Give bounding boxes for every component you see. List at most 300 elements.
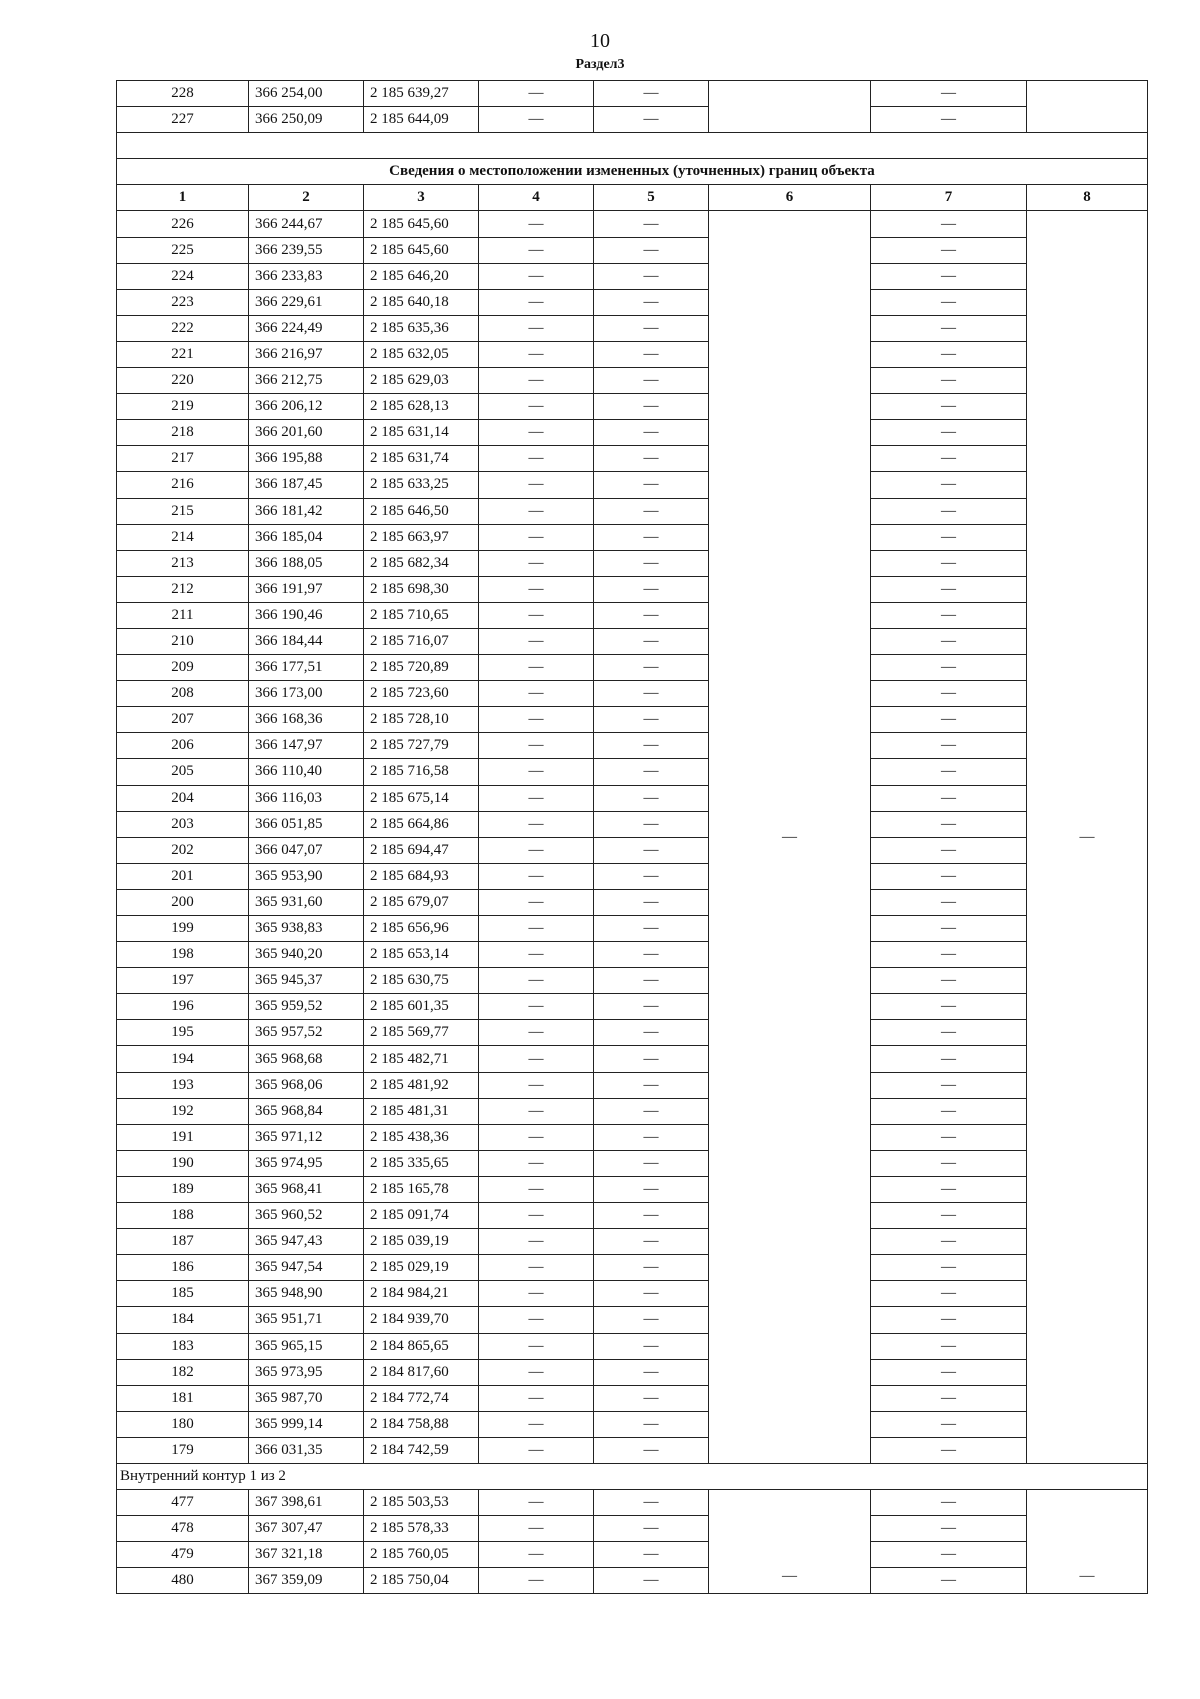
x-coordinate-cell: 366 250,09	[249, 107, 364, 133]
table-row	[117, 263, 1148, 289]
y-coordinate-cell: 2 185 629,03	[364, 368, 479, 394]
column-4-cell: —	[479, 1150, 594, 1176]
point-number-cell: 194	[117, 1046, 249, 1072]
y-coordinate-cell: 2 184 984,21	[364, 1281, 479, 1307]
x-coordinate-cell: 365 987,70	[249, 1385, 364, 1411]
column-7-cell: —	[871, 889, 1027, 915]
column-number: 2	[249, 185, 364, 211]
column-4-cell: —	[479, 1255, 594, 1281]
column-7-cell: —	[871, 315, 1027, 341]
column-4-cell: —	[479, 681, 594, 707]
x-coordinate-cell: 366 147,97	[249, 733, 364, 759]
point-number-cell: 480	[117, 1568, 249, 1594]
table-row	[117, 655, 1148, 681]
x-coordinate-cell: 365 999,14	[249, 1411, 364, 1437]
column-7-cell: —	[871, 1229, 1027, 1255]
column-5-cell: —	[594, 237, 709, 263]
point-number-cell: 204	[117, 785, 249, 811]
column-6-merged-cell: —	[709, 211, 871, 1464]
x-coordinate-cell: 365 968,84	[249, 1098, 364, 1124]
x-coordinate-cell: 366 047,07	[249, 837, 364, 863]
column-4-cell: —	[479, 942, 594, 968]
column-6-merged-cell	[709, 81, 871, 133]
y-coordinate-cell: 2 185 750,04	[364, 1568, 479, 1594]
table-row	[117, 1124, 1148, 1150]
column-5-cell: —	[594, 837, 709, 863]
point-number-cell: 180	[117, 1411, 249, 1437]
x-coordinate-cell: 365 945,37	[249, 968, 364, 994]
x-coordinate-cell: 366 233,83	[249, 263, 364, 289]
point-number-cell: 186	[117, 1255, 249, 1281]
table-row	[117, 837, 1148, 863]
column-4-cell: —	[479, 1333, 594, 1359]
column-5-cell: —	[594, 472, 709, 498]
table-row	[117, 1150, 1148, 1176]
point-number-cell: 198	[117, 942, 249, 968]
column-7-cell: —	[871, 524, 1027, 550]
x-coordinate-cell: 365 968,68	[249, 1046, 364, 1072]
column-4-cell: —	[479, 289, 594, 315]
table-row	[117, 1229, 1148, 1255]
column-number: 4	[479, 185, 594, 211]
y-coordinate-cell: 2 185 710,65	[364, 602, 479, 628]
point-number-cell: 478	[117, 1516, 249, 1542]
column-number: 1	[117, 185, 249, 211]
point-number-cell: 205	[117, 759, 249, 785]
y-coordinate-cell: 2 185 569,77	[364, 1020, 479, 1046]
table-row	[117, 107, 1148, 133]
column-7-cell: —	[871, 237, 1027, 263]
y-coordinate-cell: 2 184 772,74	[364, 1385, 479, 1411]
column-4-cell: —	[479, 1203, 594, 1229]
column-5-cell: —	[594, 446, 709, 472]
y-coordinate-cell: 2 184 939,70	[364, 1307, 479, 1333]
x-coordinate-cell: 366 216,97	[249, 341, 364, 367]
point-number-cell: 184	[117, 1307, 249, 1333]
table-row	[117, 1046, 1148, 1072]
column-number: 7	[871, 185, 1027, 211]
y-coordinate-cell: 2 184 758,88	[364, 1411, 479, 1437]
column-4-cell: —	[479, 916, 594, 942]
column-5-cell: —	[594, 211, 709, 237]
x-coordinate-cell: 366 177,51	[249, 655, 364, 681]
column-4-cell: —	[479, 1307, 594, 1333]
point-number-cell: 183	[117, 1333, 249, 1359]
point-number-cell: 224	[117, 263, 249, 289]
column-7-cell: —	[871, 1150, 1027, 1176]
table-row	[117, 1359, 1148, 1385]
table-row	[117, 942, 1148, 968]
point-number-cell: 218	[117, 420, 249, 446]
x-coordinate-cell: 366 187,45	[249, 472, 364, 498]
table-row	[117, 1098, 1148, 1124]
point-number-cell: 181	[117, 1385, 249, 1411]
column-7-cell: —	[871, 107, 1027, 133]
y-coordinate-cell: 2 185 481,31	[364, 1098, 479, 1124]
column-4-cell: —	[479, 1516, 594, 1542]
column-4-cell: —	[479, 315, 594, 341]
x-coordinate-cell: 365 974,95	[249, 1150, 364, 1176]
page-number: 10	[590, 30, 610, 52]
point-number-cell: 207	[117, 707, 249, 733]
point-number-cell: 200	[117, 889, 249, 915]
point-number-cell: 182	[117, 1359, 249, 1385]
column-7-cell: —	[871, 1385, 1027, 1411]
column-5-cell: —	[594, 498, 709, 524]
table-row	[117, 1176, 1148, 1202]
x-coordinate-cell: 367 398,61	[249, 1490, 364, 1516]
table-row	[117, 889, 1148, 915]
x-coordinate-cell: 365 968,41	[249, 1176, 364, 1202]
x-coordinate-cell: 366 116,03	[249, 785, 364, 811]
column-5-cell: —	[594, 1176, 709, 1202]
table-row	[117, 1516, 1148, 1542]
x-coordinate-cell: 365 968,06	[249, 1072, 364, 1098]
y-coordinate-cell: 2 185 664,86	[364, 811, 479, 837]
point-number-cell: 190	[117, 1150, 249, 1176]
point-number-cell: 189	[117, 1176, 249, 1202]
table-row	[117, 733, 1148, 759]
y-coordinate-cell: 2 185 682,34	[364, 550, 479, 576]
y-coordinate-cell: 2 184 865,65	[364, 1333, 479, 1359]
y-coordinate-cell: 2 185 039,19	[364, 1229, 479, 1255]
x-coordinate-cell: 366 201,60	[249, 420, 364, 446]
column-7-cell: —	[871, 837, 1027, 863]
column-5-cell: —	[594, 602, 709, 628]
column-4-cell: —	[479, 733, 594, 759]
table-row	[117, 81, 1148, 107]
column-4-cell: —	[479, 1411, 594, 1437]
x-coordinate-cell: 365 971,12	[249, 1124, 364, 1150]
column-7-cell: —	[871, 602, 1027, 628]
x-coordinate-cell: 367 359,09	[249, 1568, 364, 1594]
point-number-cell: 479	[117, 1542, 249, 1568]
x-coordinate-cell: 365 965,15	[249, 1333, 364, 1359]
table-row	[117, 1568, 1148, 1594]
y-coordinate-cell: 2 185 720,89	[364, 655, 479, 681]
y-coordinate-cell: 2 185 684,93	[364, 863, 479, 889]
column-4-cell: —	[479, 1176, 594, 1202]
table-row	[117, 498, 1148, 524]
column-7-cell: —	[871, 1490, 1027, 1516]
column-4-cell: —	[479, 1490, 594, 1516]
column-7-cell: —	[871, 1568, 1027, 1594]
column-7-cell: —	[871, 446, 1027, 472]
column-7-cell: —	[871, 968, 1027, 994]
column-5-cell: —	[594, 628, 709, 654]
column-7-cell: —	[871, 1542, 1027, 1568]
y-coordinate-cell: 2 185 091,74	[364, 1203, 479, 1229]
y-coordinate-cell: 2 185 631,74	[364, 446, 479, 472]
x-coordinate-cell: 366 191,97	[249, 576, 364, 602]
y-coordinate-cell: 2 185 653,14	[364, 942, 479, 968]
column-7-cell: —	[871, 811, 1027, 837]
column-5-cell: —	[594, 1516, 709, 1542]
column-4-cell: —	[479, 107, 594, 133]
point-number-cell: 217	[117, 446, 249, 472]
table-row	[117, 628, 1148, 654]
column-7-cell: —	[871, 994, 1027, 1020]
column-5-cell: —	[594, 1437, 709, 1463]
x-coordinate-cell: 366 239,55	[249, 237, 364, 263]
table-row	[117, 524, 1148, 550]
table-row	[117, 237, 1148, 263]
x-coordinate-cell: 365 960,52	[249, 1203, 364, 1229]
table-row	[117, 1385, 1148, 1411]
point-number-cell: 196	[117, 994, 249, 1020]
column-7-cell: —	[871, 1307, 1027, 1333]
column-4-cell: —	[479, 863, 594, 889]
column-7-cell: —	[871, 1281, 1027, 1307]
y-coordinate-cell: 2 185 335,65	[364, 1150, 479, 1176]
x-coordinate-cell: 365 959,52	[249, 994, 364, 1020]
x-coordinate-cell: 365 931,60	[249, 889, 364, 915]
column-7-cell: —	[871, 420, 1027, 446]
x-coordinate-cell: 366 184,44	[249, 628, 364, 654]
x-coordinate-cell: 366 206,12	[249, 394, 364, 420]
column-4-cell: —	[479, 1072, 594, 1098]
column-5-cell: —	[594, 524, 709, 550]
column-5-cell: —	[594, 889, 709, 915]
point-number-cell: 188	[117, 1203, 249, 1229]
column-4-cell: —	[479, 263, 594, 289]
y-coordinate-cell: 2 185 645,60	[364, 211, 479, 237]
column-7-cell: —	[871, 916, 1027, 942]
column-4-cell: —	[479, 602, 594, 628]
column-5-cell: —	[594, 1229, 709, 1255]
column-4-cell: —	[479, 707, 594, 733]
y-coordinate-cell: 2 185 481,92	[364, 1072, 479, 1098]
point-number-cell: 215	[117, 498, 249, 524]
table-row	[117, 576, 1148, 602]
table-row	[117, 916, 1148, 942]
point-number-cell: 214	[117, 524, 249, 550]
column-7-cell: —	[871, 472, 1027, 498]
section-heading-row	[117, 159, 1148, 185]
column-5-cell: —	[594, 1307, 709, 1333]
x-coordinate-cell: 366 173,00	[249, 681, 364, 707]
table-row	[117, 785, 1148, 811]
column-5-cell: —	[594, 1020, 709, 1046]
column-4-cell: —	[479, 1124, 594, 1150]
table-row	[117, 1281, 1148, 1307]
column-4-cell: —	[479, 498, 594, 524]
column-4-cell: —	[479, 837, 594, 863]
boundary-coordinates-table	[116, 80, 1148, 1594]
column-number: 3	[364, 185, 479, 211]
column-number: 6	[709, 185, 871, 211]
column-4-cell: —	[479, 472, 594, 498]
table-row	[117, 863, 1148, 889]
column-5-cell: —	[594, 1098, 709, 1124]
table-row	[117, 1333, 1148, 1359]
table-row	[117, 1020, 1148, 1046]
column-5-cell: —	[594, 368, 709, 394]
point-number-cell: 477	[117, 1490, 249, 1516]
column-5-cell: —	[594, 289, 709, 315]
column-4-cell: —	[479, 655, 594, 681]
column-4-cell: —	[479, 446, 594, 472]
point-number-cell: 223	[117, 289, 249, 315]
column-5-cell: —	[594, 1281, 709, 1307]
x-coordinate-cell: 365 938,83	[249, 916, 364, 942]
column-4-cell: —	[479, 811, 594, 837]
column-5-cell: —	[594, 733, 709, 759]
column-5-cell: —	[594, 576, 709, 602]
table-row	[117, 1203, 1148, 1229]
point-number-cell: 210	[117, 628, 249, 654]
table-row	[117, 315, 1148, 341]
x-coordinate-cell: 366 185,04	[249, 524, 364, 550]
column-7-cell: —	[871, 1020, 1027, 1046]
x-coordinate-cell: 366 229,61	[249, 289, 364, 315]
point-number-cell: 228	[117, 81, 249, 107]
column-7-cell: —	[871, 863, 1027, 889]
column-4-cell: —	[479, 368, 594, 394]
column-7-cell: —	[871, 785, 1027, 811]
column-5-cell: —	[594, 107, 709, 133]
column-7-cell: —	[871, 1437, 1027, 1463]
x-coordinate-cell: 366 212,75	[249, 368, 364, 394]
column-7-cell: —	[871, 1098, 1027, 1124]
point-number-cell: 225	[117, 237, 249, 263]
section-heading: Сведения о местоположении измененных (уточненных) границ объекта	[117, 159, 1148, 185]
column-7-cell: —	[871, 1411, 1027, 1437]
column-4-cell: —	[479, 1020, 594, 1046]
column-5-cell: —	[594, 1490, 709, 1516]
x-coordinate-cell: 365 948,90	[249, 1281, 364, 1307]
point-number-cell: 199	[117, 916, 249, 942]
x-coordinate-cell: 365 940,20	[249, 942, 364, 968]
x-coordinate-cell: 365 957,52	[249, 1020, 364, 1046]
column-7-cell: —	[871, 655, 1027, 681]
y-coordinate-cell: 2 184 742,59	[364, 1437, 479, 1463]
y-coordinate-cell: 2 185 760,05	[364, 1542, 479, 1568]
column-7-cell: —	[871, 707, 1027, 733]
y-coordinate-cell: 2 185 630,75	[364, 968, 479, 994]
table-row	[117, 211, 1148, 237]
column-4-cell: —	[479, 759, 594, 785]
y-coordinate-cell: 2 185 646,50	[364, 498, 479, 524]
y-coordinate-cell: 2 185 631,14	[364, 420, 479, 446]
y-coordinate-cell: 2 185 503,53	[364, 1490, 479, 1516]
point-number-cell: 213	[117, 550, 249, 576]
column-5-cell: —	[594, 968, 709, 994]
y-coordinate-cell: 2 185 482,71	[364, 1046, 479, 1072]
point-number-cell: 203	[117, 811, 249, 837]
point-number-cell: 192	[117, 1098, 249, 1124]
y-coordinate-cell: 2 185 646,20	[364, 263, 479, 289]
point-number-cell: 206	[117, 733, 249, 759]
column-5-cell: —	[594, 1333, 709, 1359]
point-number-cell: 201	[117, 863, 249, 889]
column-5-cell: —	[594, 942, 709, 968]
column-5-cell: —	[594, 759, 709, 785]
x-coordinate-cell: 366 031,35	[249, 1437, 364, 1463]
column-4-cell: —	[479, 394, 594, 420]
column-5-cell: —	[594, 1385, 709, 1411]
column-4-cell: —	[479, 1437, 594, 1463]
column-7-cell: —	[871, 263, 1027, 289]
point-number-cell: 211	[117, 602, 249, 628]
column-7-cell: —	[871, 1255, 1027, 1281]
column-4-cell: —	[479, 1542, 594, 1568]
x-coordinate-cell: 366 110,40	[249, 759, 364, 785]
point-number-cell: 209	[117, 655, 249, 681]
y-coordinate-cell: 2 185 632,05	[364, 341, 479, 367]
x-coordinate-cell: 366 181,42	[249, 498, 364, 524]
table-row	[117, 759, 1148, 785]
x-coordinate-cell: 365 973,95	[249, 1359, 364, 1385]
y-coordinate-cell: 2 185 628,13	[364, 394, 479, 420]
column-5-cell: —	[594, 550, 709, 576]
y-coordinate-cell: 2 185 656,96	[364, 916, 479, 942]
table-row	[117, 1307, 1148, 1333]
column-7-cell: —	[871, 211, 1027, 237]
column-8-merged-cell: —	[1027, 1490, 1148, 1594]
table-row	[117, 472, 1148, 498]
y-coordinate-cell: 2 184 817,60	[364, 1359, 479, 1385]
y-coordinate-cell: 2 185 727,79	[364, 733, 479, 759]
column-4-cell: —	[479, 420, 594, 446]
column-5-cell: —	[594, 1411, 709, 1437]
point-number-cell: 191	[117, 1124, 249, 1150]
column-4-cell: —	[479, 211, 594, 237]
contour-label: Внутренний контур 1 из 2	[117, 1463, 1148, 1489]
column-7-cell: —	[871, 289, 1027, 315]
column-5-cell: —	[594, 81, 709, 107]
y-coordinate-cell: 2 185 716,07	[364, 628, 479, 654]
column-6-merged-cell: —	[709, 1490, 871, 1594]
point-number-cell: 202	[117, 837, 249, 863]
table-row	[117, 1542, 1148, 1568]
point-number-cell: 216	[117, 472, 249, 498]
column-5-cell: —	[594, 1203, 709, 1229]
column-5-cell: —	[594, 1255, 709, 1281]
point-number-cell: 179	[117, 1437, 249, 1463]
y-coordinate-cell: 2 185 679,07	[364, 889, 479, 915]
column-5-cell: —	[594, 655, 709, 681]
x-coordinate-cell: 366 254,00	[249, 81, 364, 107]
column-5-cell: —	[594, 1072, 709, 1098]
column-5-cell: —	[594, 394, 709, 420]
column-5-cell: —	[594, 863, 709, 889]
column-7-cell: —	[871, 498, 1027, 524]
x-coordinate-cell: 366 051,85	[249, 811, 364, 837]
column-5-cell: —	[594, 1046, 709, 1072]
column-5-cell: —	[594, 811, 709, 837]
column-5-cell: —	[594, 263, 709, 289]
y-coordinate-cell: 2 185 635,36	[364, 315, 479, 341]
point-number-cell: 219	[117, 394, 249, 420]
table-row	[117, 707, 1148, 733]
column-4-cell: —	[479, 1229, 594, 1255]
column-4-cell: —	[479, 968, 594, 994]
section-divider	[117, 133, 1148, 159]
point-number-cell: 222	[117, 315, 249, 341]
column-8-merged-cell	[1027, 81, 1148, 133]
x-coordinate-cell: 366 168,36	[249, 707, 364, 733]
x-coordinate-cell: 366 244,67	[249, 211, 364, 237]
table-row	[117, 681, 1148, 707]
column-7-cell: —	[871, 1516, 1027, 1542]
point-number-cell: 212	[117, 576, 249, 602]
column-7-cell: —	[871, 1046, 1027, 1072]
y-coordinate-cell: 2 185 640,18	[364, 289, 479, 315]
column-5-cell: —	[594, 1124, 709, 1150]
point-number-cell: 220	[117, 368, 249, 394]
column-4-cell: —	[479, 994, 594, 1020]
